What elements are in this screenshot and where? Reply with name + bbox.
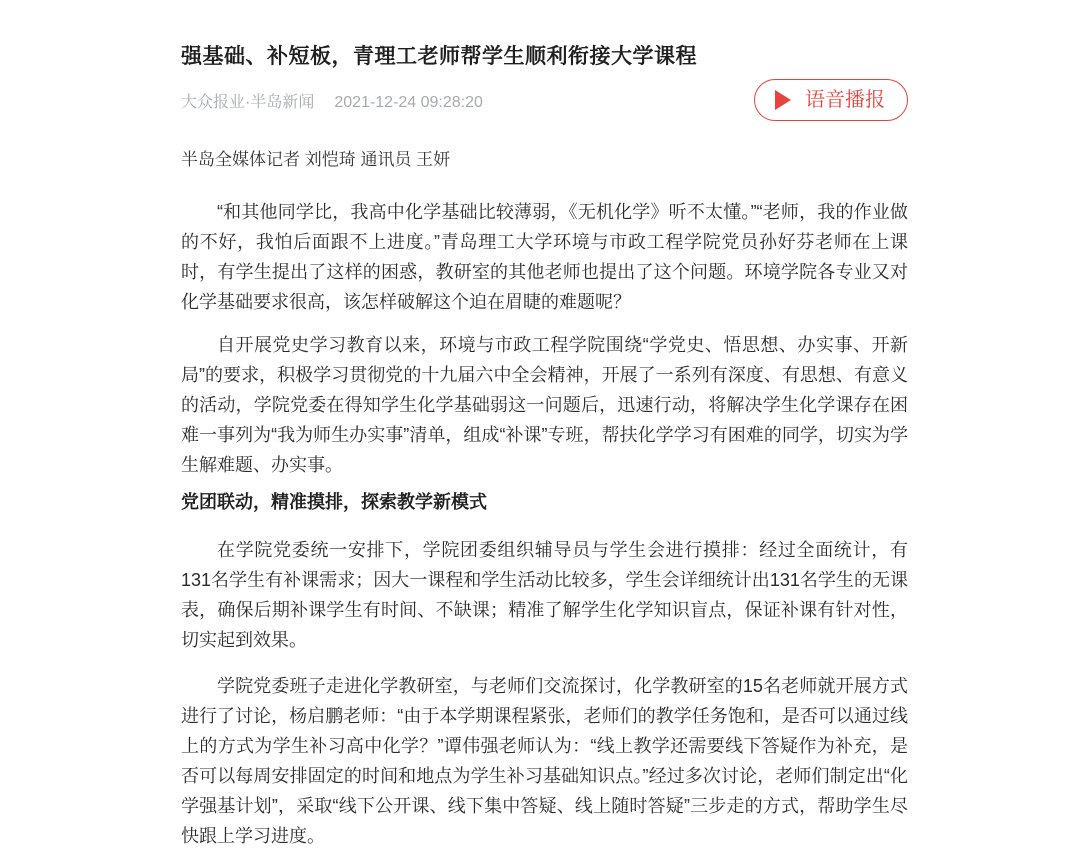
voice-broadcast-button[interactable]	[754, 79, 908, 121]
article-meta-row	[181, 79, 908, 121]
section-heading: 党团联动，精准摸排，探索教学新模式	[181, 492, 487, 512]
voice-broadcast-label: 语音播报	[805, 89, 885, 111]
article-meta	[181, 89, 483, 112]
article-paragraph-2: 自开展党史学习教育以来，环境与市政工程学院围绕“学党史、悟思想、办实事、开新局”的要求，积极学习贯彻党的十九届六中全会精神，开展了一系列有深度、有思想、有意义的活动，学院党委在得知学生化学基础弱这一问题后，迅速行动，将解决学生化学课存在困难一事列为“我为师生办实事”清单，组成“补课”专班，帮扶化学学习有困难的同学，切实为学生解难题、办实事。	[181, 335, 908, 475]
article-content	[181, 0, 908, 851]
article-paragraph-3: 在学院党委统一安排下，学院团委组织辅导员与学生会进行摸排：经过全面统计，有131名学生有补课需求；因大一课程和学生活动比较多，学生会详细统计出131名学生的无课表，确保后期补课学生有时间、不缺课；精准了解学生化学知识盲点，保证补课有针对性，切实起到效果。	[181, 540, 908, 650]
article-source: 大众报业·半岛新闻	[181, 93, 315, 111]
article-paragraph-4: 学院党委班子走进化学教研室，与老师们交流探讨，化学教研室的15名老师就开展方式进行了讨论，杨启鹏老师：“由于本学期课程紧张，老师们的教学任务饱和，是否可以通过线上的方式为学生补习高中化学？”谭伟强老师认为：“线上教学还需要线下答疑作为补充，是否可以每周安排固定的时间和地点为学生补习基础知识点。”经过多次讨论，老师们制定出“化学强基计划”，采取“线下公开课、线下集中答疑、线上随时答疑”三步走的方式，帮助学生尽快跟上学习进度。	[181, 676, 908, 846]
article-datetime: 2021-12-24 09:28:20	[334, 93, 483, 111]
play-icon	[775, 90, 791, 110]
article-title: 强基础、补短板，青理工老师帮学生顺利衔接大学课程	[181, 45, 697, 68]
article-paragraph-1: “和其他同学比，我高中化学基础比较薄弱，《无机化学》听不太懂。”“老师，我的作业做的不好，我怕后面跟不上进度。”青岛理工大学环境与市政工程学院党员孙好芬老师在上课时，有学生提出了这样的困惑，教研室的其他老师也提出了这个问题。环境学院各专业又对化学基础要求很高，该怎样破解这个迫在眉睫的难题呢？	[181, 202, 908, 312]
article-byline: 半岛全媒体记者 刘恺琦 通讯员 王妍	[181, 150, 451, 169]
